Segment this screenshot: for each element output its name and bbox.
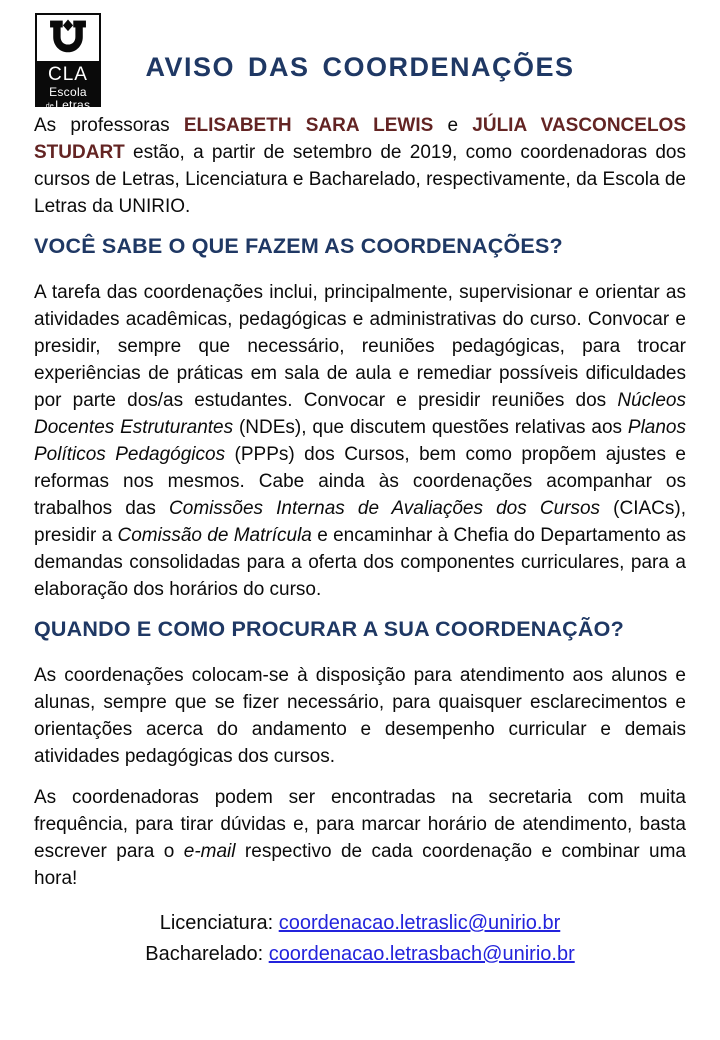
text-segment: Planos Políticos Pedagógicos	[34, 417, 686, 465]
text-segment: (PPPs) dos Cursos, bem como propõem ajustes e reformas nos mesmos. Cabe ainda às coordenações acompanhar os trabalhos das	[34, 444, 686, 519]
text-segment: Núcleos Docentes Estruturantes	[34, 390, 686, 438]
text-segment: A tarefa das coordenações inclui, principalmente, supervisionar e orientar as atividades acadêmicas, pedagógicas e administrativas do curso. Convocar e presidir, sempre que necessário, reuniões pedagógicas, para trocar experiências de práticas em sala de aula e remediar possíveis dificuldades por parte dos/as estudantes. Convocar e presidir reuniões dos	[34, 282, 686, 411]
intro-paragraph	[34, 112, 686, 220]
text-segment: estão, a partir de setembro de 2019, como coordenadoras dos cursos de Letras, Licenciatura e Bacharelado, respectivamente, da Escola de Letras da UNIRIO.	[34, 142, 686, 217]
text-segment: As professoras	[34, 115, 184, 136]
bacharelado-email-link[interactable]: coordenacao.letrasbach@unirio.br	[268, 943, 575, 965]
bacharelado-contact-line	[34, 939, 686, 970]
bacharelado-label: Bacharelado:	[145, 943, 269, 965]
notice-content	[0, 112, 720, 970]
text-segment: e encaminhar à Chefia do Departamento as demandas consolidadas para a oferta dos componentes curriculares, para a elaboração dos horários do curso.	[34, 525, 687, 600]
how-to-schedule-paragraph	[34, 784, 686, 892]
text-segment: (NDEs), que discutem questões relativas aos	[233, 417, 628, 438]
text-segment: respectivo de cada coordenação e combinar uma hora!	[34, 841, 686, 889]
text-segment: Comissão de Matrícula	[117, 525, 312, 546]
logo-school-line1: Escola	[49, 85, 87, 99]
section-heading-when-how-to-contact: QUANDO E COMO PROCURAR A SUA COORDENAÇÃO?	[34, 617, 624, 641]
text-segment: Comissões Internas de Avaliações dos Cursos	[169, 498, 601, 519]
text-segment: As coordenações colocam-se à disposição para atendimento aos alunos e alunas, sempre que se fizer necessário, para quaisquer esclarecimentos e orientações acerca do andamento e desempenho curricular e demais atividades pedagógicas dos cursos.	[34, 665, 686, 767]
logo-letras-text: Letras	[55, 98, 91, 112]
page-title: AVISO DAS COORDENAÇÕES	[145, 52, 575, 82]
licenciatura-email-link[interactable]: coordenacao.letraslic@unirio.br	[278, 912, 561, 934]
contact-links	[34, 908, 686, 970]
availability-paragraph	[34, 662, 686, 770]
duties-paragraph	[34, 279, 686, 603]
text-segment: e-mail	[183, 841, 236, 862]
logo-acronym: CLA	[48, 64, 88, 85]
text-segment: e	[433, 115, 473, 136]
text-segment: As coordenadoras podem ser encontradas na secretaria com muita frequência, para tirar dúvidas e, para marcar horário de atendimento, basta escrever para o	[34, 787, 686, 862]
text-segment: ELISABETH SARA LEWIS	[183, 115, 434, 136]
header	[0, 0, 720, 112]
text-segment: JÚLIA VASCONCELOS STUDART	[34, 115, 687, 163]
section-heading-what-coordinations-do: VOCÊ SABE O QUE FAZEM AS COORDENAÇÕES?	[34, 234, 563, 258]
logo-school-line2	[35, 99, 101, 111]
licenciatura-label: Licenciatura:	[159, 912, 279, 934]
text-segment: (CIACs), presidir a	[34, 498, 686, 546]
logo-de-text: de	[45, 103, 55, 110]
licenciatura-contact-line	[34, 908, 686, 939]
